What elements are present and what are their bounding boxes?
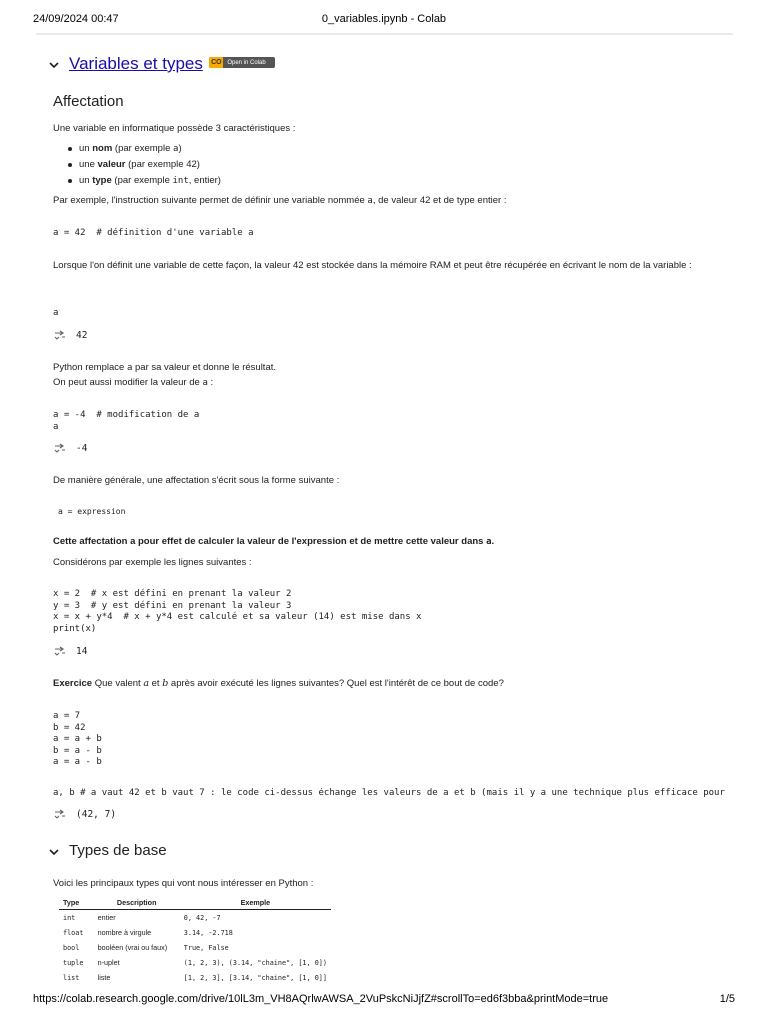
text-span: , entier) [188,175,221,186]
type-cell: bool [63,943,80,952]
inline-code: a [126,363,133,373]
type-cell: int [63,913,76,922]
text-span: Python remplace [53,362,127,373]
chevron-down-icon[interactable] [47,845,61,859]
code-cell-2[interactable]: a [53,308,59,318]
math-var: a [143,678,149,689]
general-paragraph: De manière générale, une affectation s'écrit sous la forme suivante : [53,475,340,486]
python-remplace-paragraph [53,360,733,376]
inline-code: int [172,176,189,186]
code-expression: a = expression [58,507,126,516]
code-cell-3[interactable]: a = -4 # modification de a a [53,410,200,432]
table-row [59,940,331,955]
print-page-number: 1/5 [719,993,735,1005]
header-divider [36,33,733,35]
text-span: un [79,175,93,186]
type-cell: list [63,973,80,982]
colab-logo-icon: CO [211,59,222,67]
text-span: : [207,377,214,388]
output-arrow-icon[interactable] [53,443,67,455]
table-row [59,970,331,985]
output-value: 14 [76,646,88,657]
text-span: (par exemple [111,175,173,186]
text-span: et [149,678,163,689]
bold-term: nom [92,143,113,154]
print-url: https://colab.research.google.com/drive/10lL3m_VH8AQrlwAWSA_2VuPskcNiJjfZ#scrollTo=ed6f3bba&printMode=true [33,993,609,1005]
bold-term: valeur [97,159,126,170]
example-cell: 3.14, -2.718 [183,928,233,937]
description-cell: nombre à virgule [97,928,152,937]
types-intro: Voici les principaux types qui vont nous intéresser en Python : [53,878,314,889]
output-arrow-icon[interactable] [53,646,67,658]
section-heading-types: Types de base [69,842,167,859]
example-paragraph [53,193,743,209]
print-doc-title: 0_variables.ipynb - Colab [321,13,447,25]
text-span: (par exemple [112,143,174,154]
chevron-down-icon[interactable] [47,58,61,72]
inline-code: a [367,196,373,206]
example-cell: True, False [183,943,229,952]
badge-label: Open in Colab [227,60,266,67]
table-row [59,925,331,940]
example-cell: 0, 42, -7 [183,913,221,922]
type-cell: tuple [63,958,84,967]
code-cell-7[interactable]: a, b # a vaut 42 et b vaut 7 : le code ci-dessus échange les valeurs de a et b (mais il y a une technique plus efficace pour [53,788,725,798]
print-header [0,13,768,29]
type-cell: float [63,928,84,937]
description-cell: n-uplet [97,958,120,967]
considerons-paragraph: Considérons par exemple les lignes suivantes : [53,557,252,568]
code-cell-1[interactable]: a = 42 # définition d'une variable a [53,228,254,238]
inline-code: a [202,378,208,388]
description-cell: entier [97,913,116,922]
text-span: un [79,143,93,154]
print-footer [0,993,768,1009]
section-heading-variables [69,54,275,74]
table-header-row [59,895,331,910]
lorsque-paragraph: Lorsque l'on définit une variable de cette façon, la valeur 42 est stockée dans la mémoire RAM et peut être récupérée en écrivant le nom de la variable : [53,260,692,271]
column-header: Description [94,895,180,910]
effet-paragraph [53,534,743,550]
code-cell-6[interactable]: a = 7 b = 42 a = a + b b = a - b a = a - b [53,711,102,767]
text-span: ) [178,143,182,154]
text-span: par sa valeur et donne le résultat. [132,362,277,373]
text-span: Par exemple, l'instruction suivante permet de définir une variable nommée [53,195,368,206]
list-item [53,173,733,189]
text-span: une [79,159,98,170]
description-cell: booléen (vrai ou faux) [97,943,168,952]
output-value: (42, 7) [76,809,117,820]
output-value: 42 [76,330,88,341]
inline-code: a [173,144,179,154]
output-arrow-icon[interactable] [53,330,67,342]
open-in-colab-badge[interactable] [209,57,275,68]
math-var: b [162,678,169,689]
column-header: Type [59,895,94,910]
description-cell: liste [97,973,111,982]
exercice-paragraph [53,676,743,692]
intro-text: Une variable en informatique possède 3 caractéristiques : [53,123,296,134]
section-title-link[interactable]: Variables et types [69,54,203,73]
table-row [59,910,331,926]
exercice-label: Exercice [53,678,93,689]
text-span: Cette affectation a pour effet de calculer la valeur de l'expression et de mettre cette valeur dans [53,536,487,547]
print-datetime: 24/09/2024 00:47 [33,13,119,25]
output-arrow-icon[interactable] [53,809,67,821]
characteristics-list [53,141,733,189]
inline-code: a [486,537,492,547]
example-cell: [1, 2, 3], [3.14, "chaine", [1, 0]] [183,973,327,982]
text-span: après avoir exécuté les lignes suivantes? Quel est l'intérêt de ce bout de code? [168,678,504,689]
list-item [53,157,733,173]
output-value: -4 [76,443,88,454]
text-span: On peut aussi modifier la valeur de [53,377,203,388]
bold-term: type [92,175,112,186]
code-cell-5[interactable]: x = 2 # x est défini en prenant la valeur 2 y = 3 # y est défini en prenant la valeur 3 x = x + y*4 # x + y*4 est calculé et sa valeur (14) est mise dans x print(x) [53,589,422,634]
list-item [53,141,733,157]
text-span: , de valeur 42 et de type entier : [372,195,507,206]
modifier-paragraph [53,375,733,391]
text-span: (par exemple 42) [125,159,200,170]
text-span: . [491,536,495,547]
example-cell: (1, 2, 3), (3.14, "chaine", [1, 0]) [183,958,327,967]
types-table [59,895,331,985]
table-row [59,955,331,970]
subheading-affectation: Affectation [53,93,124,110]
column-header: Exemple [180,895,331,910]
text-span: Que valent [92,678,144,689]
